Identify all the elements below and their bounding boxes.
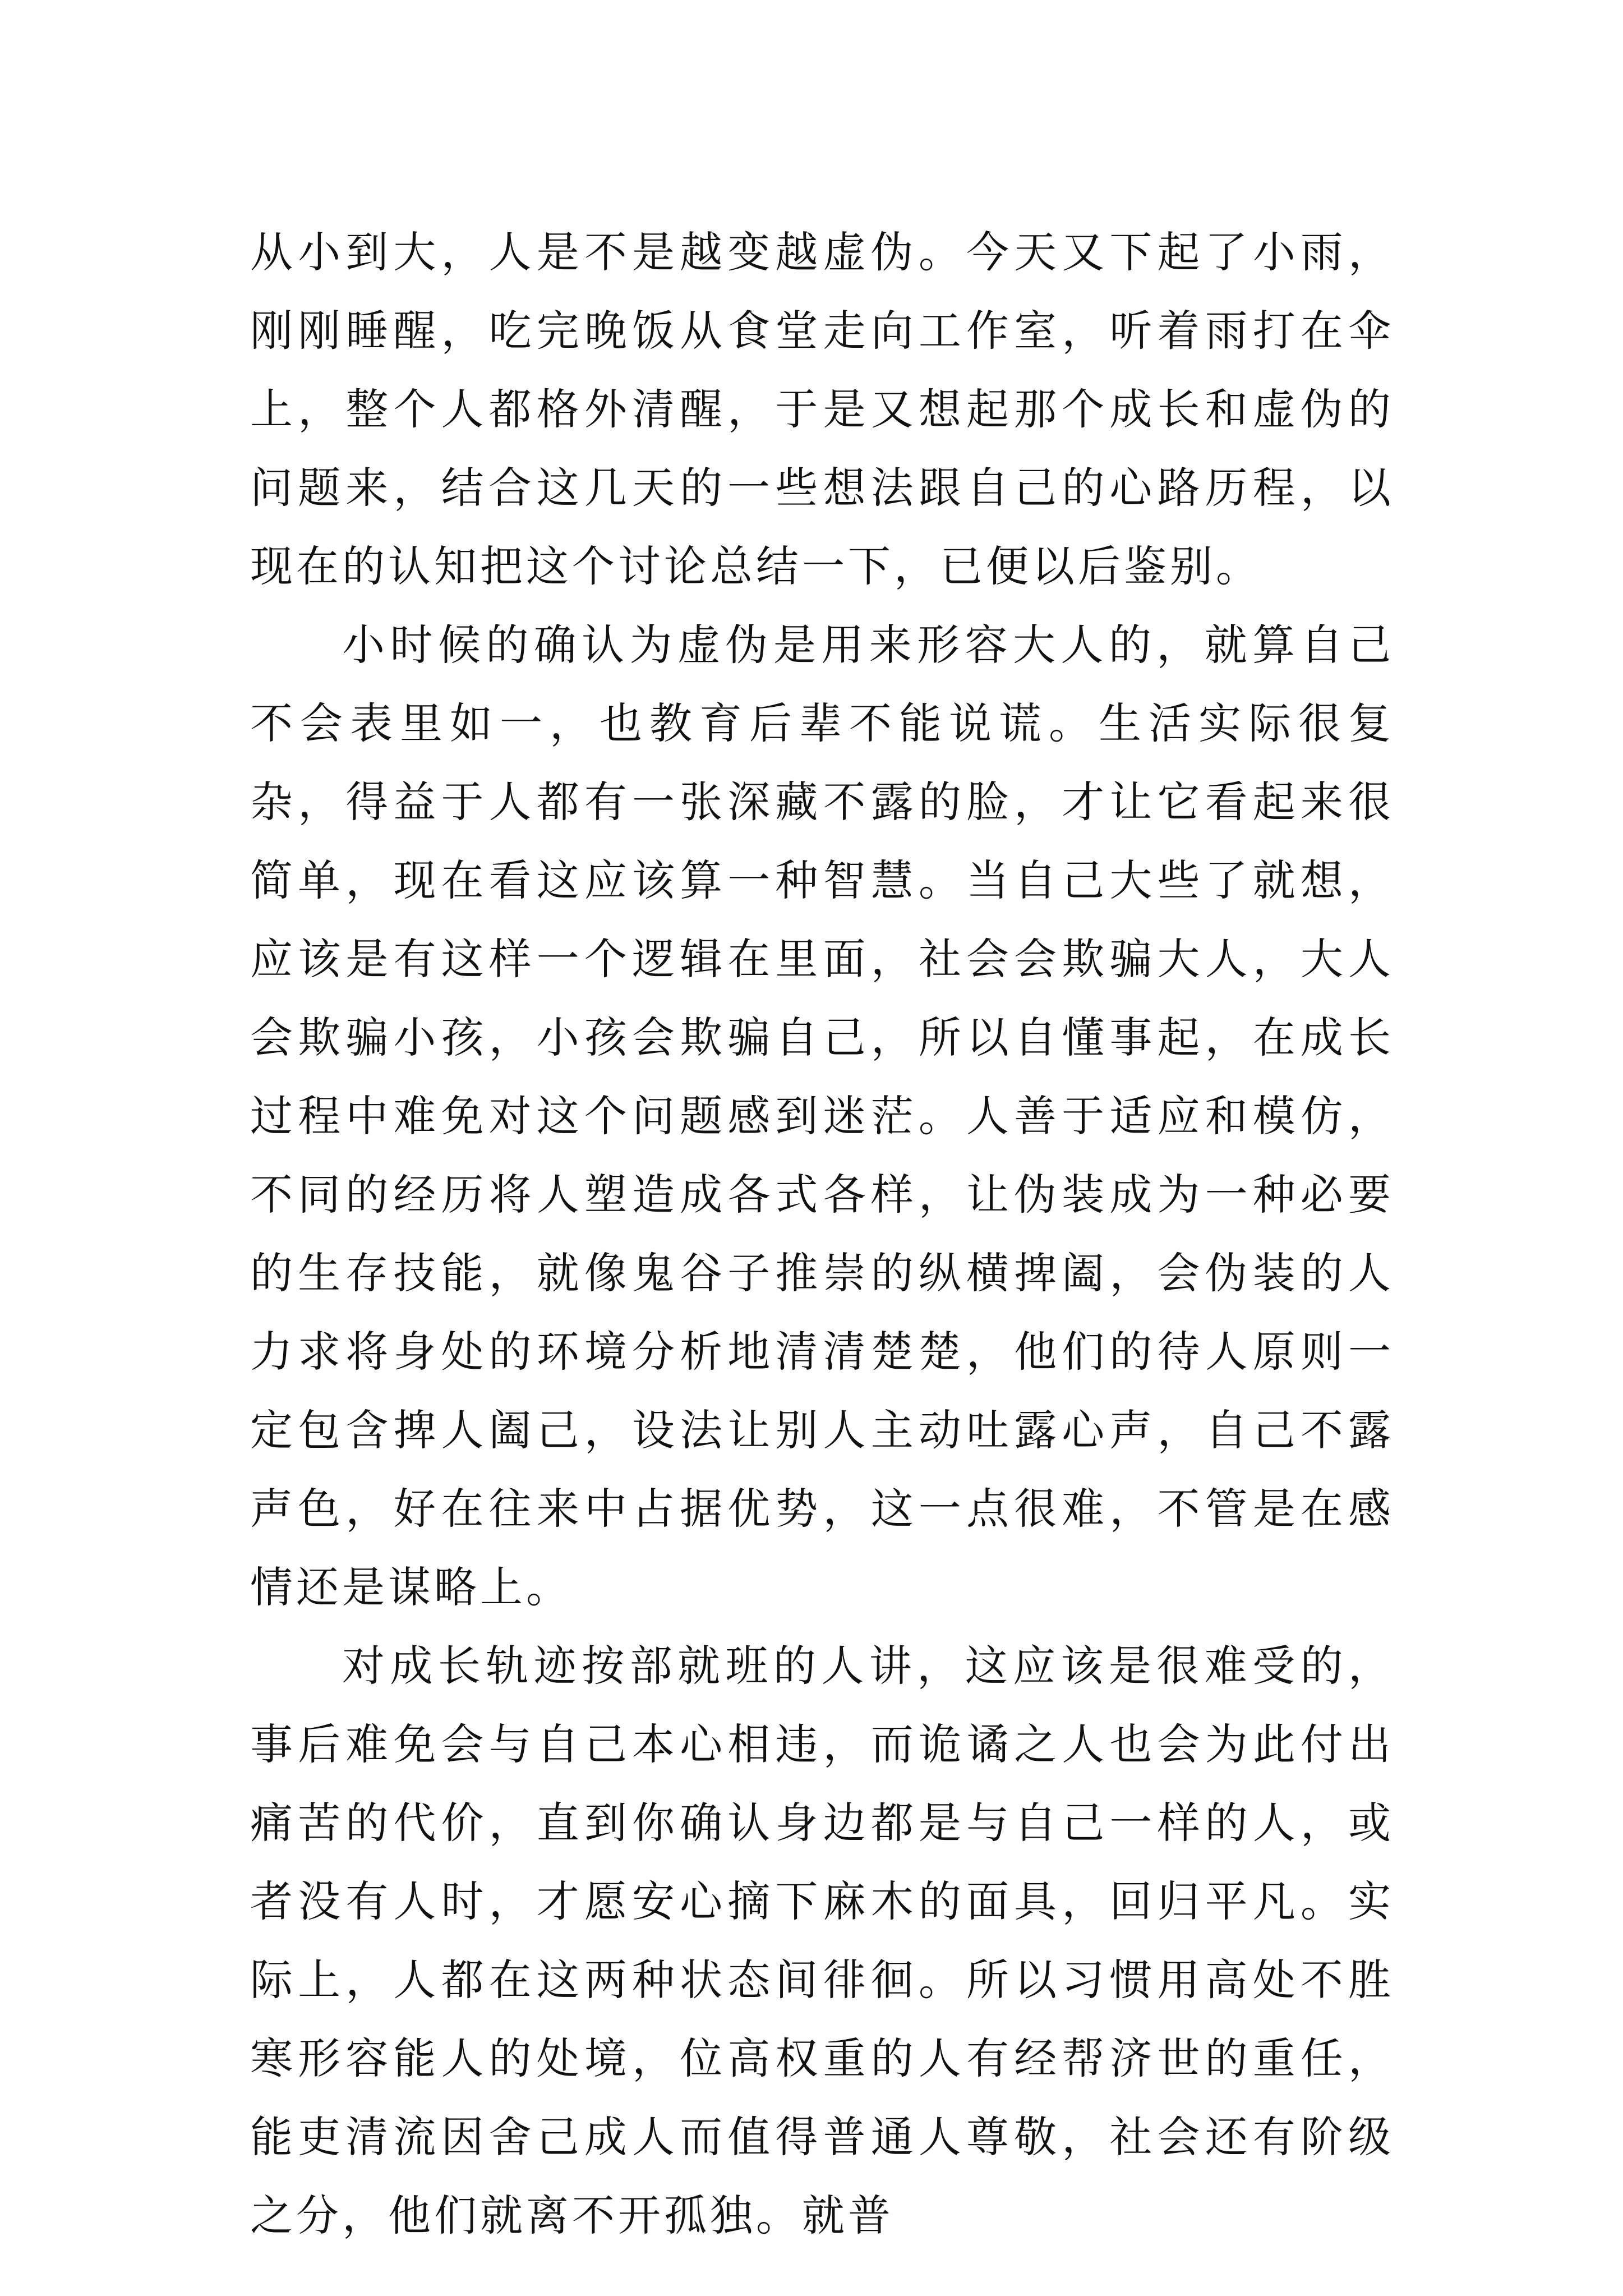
paragraph-2: 小时候的确认为虚伪是用来形容大人的，就算自己不会表里如一，也教育后辈不能说谎。生活实际很复杂，得益于人都有一张深藏不露的脸，才让它看起来很简单，现在看这应该算一种智慧。当自己大些了就想，应该是有这样一个逻辑在里面，社会会欺骗大人，大人会欺骗小孩，小孩会欺骗自己，所以自懂事起，在成长过程中难免对这个问题感到迷茫。人善于适应和模仿，不同的经历将人塑造成各式各样，让伪装成为一种必要的生存技能，就像鬼谷子推崇的纵横捭阖，会伪装的人力求将身处的环境分析地清清楚楚，他们的待人原则一定包含捭人阖己，设法让别人主动吐露心声，自己不露声色，好在往来中占据优势，这一点很难，不管是在感情还是谋略上。 <box>250 620 1394 1612</box>
body-text <box>250 213 1394 2255</box>
paragraph-1: 从小到大，人是不是越变越虚伪。今天又下起了小雨，刚刚睡醒，吃完晚饭从食堂走向工作室，听着雨打在伞上，整个人都格外清醒，于是又想起那个成长和虚伪的问题来，结合这几天的一些想法跟自己的心路历程，以现在的认知把这个讨论总结一下，已便以后鉴别。 <box>250 227 1394 591</box>
paragraph-3: 对成长轨迹按部就班的人讲，这应该是很难受的，事后难免会与自己本心相违，而诡谲之人也会为此付出痛苦的代价，直到你确认身边都是与自己一样的人，或者没有人时，才愿安心摘下麻木的面具，回归平凡。实际上，人都在这两种状态间徘徊。所以习惯用高处不胜寒形容能人的处境，位高权重的人有经帮济世的重任，能吏清流因舍己成人而值得普通人尊敬，社会还有阶级之分，他们就离不开孤独。就普 <box>250 1641 1394 2240</box>
